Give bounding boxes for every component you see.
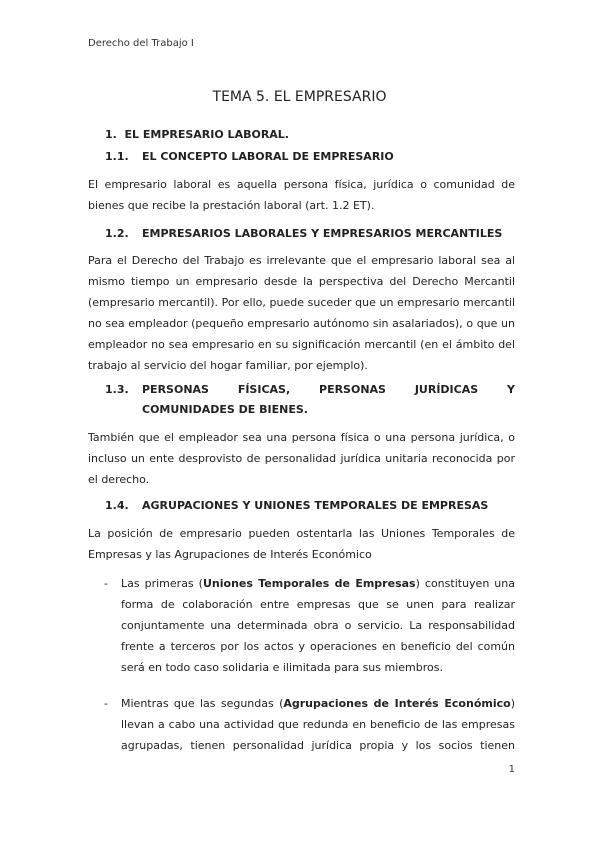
text-run: Las primeras ( [121,577,203,590]
subsection-title-continued: COMUNIDADES DE BIENES. [142,403,308,416]
list-item-body [121,573,515,678]
subsection-number: 1.4. [105,499,129,512]
text-run: Mientras que las segundas ( [121,697,284,710]
text-run: ) constituyen una [415,577,515,590]
text-line: empleador no sea empresario en su significación mercantil (en el ámbito del [88,338,515,351]
subsection-heading-1-2 [105,227,502,240]
text-line: bienes que recibe la prestación laboral (art. 1.2 ET). [88,199,375,212]
text-line: no sea empleador (pequeño empresario autónomo sin asalariados), o que un [88,317,515,330]
subsection-heading-1-1 [105,150,394,163]
text-line: el derecho. [88,473,150,486]
running-header: Derecho del Trabajo I [88,38,194,49]
bullet-dash: - [104,577,108,590]
subsection-title: AGRUPACIONES Y UNIONES TEMPORALES DE EMPRESAS [142,499,489,512]
section-heading-1 [105,128,289,141]
text-line: será en todo caso solidaria e ilimitada para sus miembros. [121,661,443,674]
text-line: Para el Derecho del Trabajo es irrelevante que el empresario laboral sea al [88,254,515,267]
list-item-ute [104,573,515,678]
text-line: llevan a cabo una actividad que redunda en beneficio de las empresas [121,718,515,731]
text-line: incluso un ente desprovisto de personalidad jurídica unitaria reconocida por [88,452,515,465]
text-line: trabajo al servicio del hogar familiar, por ejemplo). [88,359,368,372]
paragraph-1-2 [88,250,515,376]
page-title: TEMA 5. EL EMPRESARIO [212,89,387,105]
text-line: La posición de empresario pueden ostentarla las Uniones Temporales de [88,527,515,540]
list-item-aie [104,693,515,756]
subsection-title: EMPRESARIOS LABORALES Y EMPRESARIOS MERCANTILES [142,227,503,240]
subsection-heading-1-4 [105,499,488,512]
text-line: (empresario mercantil). Por ello, puede suceder que un empresario mercantil [88,296,515,309]
text-line [121,693,515,714]
text-run: ) [510,697,515,710]
subsection-title: EL CONCEPTO LABORAL DE EMPRESARIO [142,150,394,163]
bold-term: Uniones Temporales de Empresas [202,577,416,590]
text-line: frente a terceros por los actos y operaciones en beneficio del común [121,640,515,653]
section-number: 1. [105,128,117,141]
text-line: También que el empleador sea una persona física o una persona jurídica, o [88,431,515,444]
text-line: forma de colaboración entre empresas que se unen para realizar [121,598,515,611]
text-line: agrupadas, tienen personalidad jurídica propia y los socios tienen [121,739,515,752]
subsection-number: 1.3. [105,383,129,396]
list-item-body [121,693,515,756]
text-line: Empresas y las Agrupaciones de Interés Económico [88,548,372,561]
paragraph-1-1 [88,174,515,216]
subsection-number: 1.2. [105,227,129,240]
bullet-dash: - [104,697,108,710]
paragraph-1-4 [88,523,515,565]
text-line: conjuntamente una determinada obra o servicio. La responsabilidad [121,619,515,632]
subsection-title: PERSONAS FÍSICAS, PERSONAS JURÍDICAS Y [142,383,515,396]
subsection-heading-1-3 [105,380,515,420]
text-line: El empresario laboral es aquella persona física, jurídica o comunidad de [88,178,515,191]
text-line [121,573,515,594]
text-line: mismo tiempo un empresario desde la perspectiva del Derecho Mercantil [88,275,515,288]
page-number: 1 [508,764,515,775]
bold-term: Agrupaciones de Interés Económico [283,697,511,710]
subsection-number: 1.1. [105,150,129,163]
paragraph-1-3 [88,427,515,490]
section-title: EL EMPRESARIO LABORAL. [124,128,289,141]
